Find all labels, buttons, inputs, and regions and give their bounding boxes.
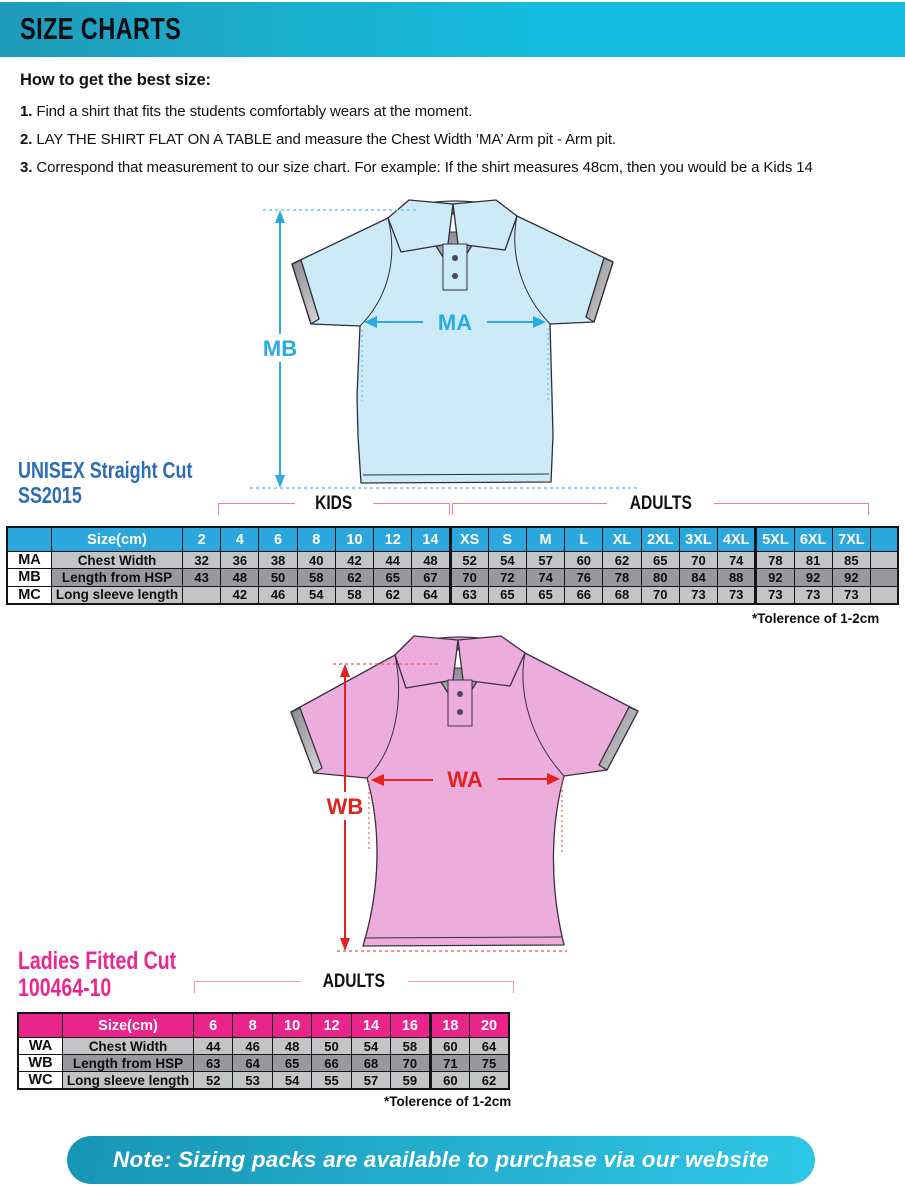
unisex-size-table xyxy=(6,526,899,605)
table-cell: 57 xyxy=(526,552,564,569)
table-cell: 54 xyxy=(351,1038,390,1055)
unisex-shirt-diagram xyxy=(195,196,715,496)
table-cell: 43 xyxy=(183,569,221,586)
instruction-step-2 xyxy=(20,132,890,148)
table-header-row xyxy=(7,527,898,552)
table-cell: 53 xyxy=(233,1072,272,1090)
row-label: Length from HSP xyxy=(52,569,183,586)
row-label: Chest Width xyxy=(52,552,183,569)
table-cell: 42 xyxy=(335,552,373,569)
table-cell: 74 xyxy=(718,552,756,569)
table-cell: 57 xyxy=(351,1072,390,1090)
table-cell xyxy=(183,586,221,604)
step-text: Find a shirt that fits the students comfortably wears at the moment. xyxy=(32,103,473,120)
corner-cell xyxy=(18,1013,63,1038)
table-cell: 75 xyxy=(470,1055,509,1072)
row-code: MA xyxy=(7,552,52,569)
table-cell: 36 xyxy=(221,552,259,569)
footer-note-text: Note: Sizing packs are available to purchase via our website xyxy=(113,1147,769,1172)
column-header: 5XL xyxy=(756,527,794,552)
table-cell: 65 xyxy=(488,586,526,604)
button xyxy=(457,709,463,715)
table-cell: 60 xyxy=(430,1038,469,1055)
column-header: 8 xyxy=(233,1013,272,1038)
table-cell: 63 xyxy=(450,586,488,604)
table-cell: 68 xyxy=(603,586,641,604)
table-header-row xyxy=(18,1013,509,1038)
ladies-size-table xyxy=(17,1012,510,1090)
table-cell: 66 xyxy=(565,586,603,604)
table-cell: 60 xyxy=(430,1072,469,1090)
length-label: MB xyxy=(262,336,298,361)
column-header: L xyxy=(565,527,603,552)
table-cell: 85 xyxy=(832,552,870,569)
ladies-section-title xyxy=(18,948,176,1002)
table-cell: 54 xyxy=(488,552,526,569)
row-code: WB xyxy=(18,1055,63,1072)
table-cell: 65 xyxy=(374,569,412,586)
table-cell: 73 xyxy=(832,586,870,604)
table-cell: 81 xyxy=(794,552,832,569)
size-header-cell: Size(cm) xyxy=(63,1013,194,1038)
column-header: 4XL xyxy=(718,527,756,552)
collar-flap-right xyxy=(453,200,517,250)
table-cell xyxy=(871,569,899,586)
column-header: M xyxy=(526,527,564,552)
column-header: 4 xyxy=(221,527,259,552)
step-number: 3. xyxy=(20,159,33,176)
column-header: 8 xyxy=(297,527,335,552)
table-cell: 32 xyxy=(183,552,221,569)
bracket-line xyxy=(714,503,869,515)
column-header: 12 xyxy=(312,1013,351,1038)
column-header: 10 xyxy=(335,527,373,552)
column-header: 14 xyxy=(351,1013,390,1038)
kids-group-label: KIDS xyxy=(315,493,353,514)
row-code: WA xyxy=(18,1038,63,1055)
table-cell: 38 xyxy=(259,552,297,569)
table-cell: 78 xyxy=(756,552,794,569)
ladies-shirt-diagram xyxy=(195,630,715,965)
table-cell: 62 xyxy=(470,1072,509,1090)
column-header: 12 xyxy=(374,527,412,552)
instructions-heading: How to get the best size: xyxy=(20,71,211,89)
table-cell: 48 xyxy=(412,552,450,569)
table-cell xyxy=(871,586,899,604)
table-cell: 58 xyxy=(335,586,373,604)
table-cell: 46 xyxy=(259,586,297,604)
table-cell: 62 xyxy=(603,552,641,569)
header-bar xyxy=(0,2,905,57)
tolerance-note-ladies: *Tolerence of 1-2cm xyxy=(384,1094,512,1109)
table-cell: 62 xyxy=(374,586,412,604)
column-header: 2XL xyxy=(641,527,679,552)
table-cell: 65 xyxy=(526,586,564,604)
column-header: 20 xyxy=(470,1013,509,1038)
table-cell: 40 xyxy=(297,552,335,569)
table-cell: 70 xyxy=(641,586,679,604)
table-cell: 73 xyxy=(794,586,832,604)
table-cell: 66 xyxy=(312,1055,351,1072)
table-cell: 64 xyxy=(412,586,450,604)
instruction-step-1 xyxy=(20,104,890,120)
column-header: 16 xyxy=(391,1013,430,1038)
footer-note-banner xyxy=(67,1136,815,1184)
table-row xyxy=(7,569,898,586)
adults-group-bracket-ladies xyxy=(194,971,514,993)
column-header: 7XL xyxy=(832,527,870,552)
table-cell: 70 xyxy=(679,552,717,569)
table-cell: 73 xyxy=(679,586,717,604)
ladies-title-line1: Ladies Fitted Cut xyxy=(18,947,177,975)
shirt-body xyxy=(292,200,613,483)
table-row xyxy=(7,552,898,569)
table-cell: 74 xyxy=(526,569,564,586)
button xyxy=(452,255,458,261)
column-header: 6 xyxy=(259,527,297,552)
column-header: 6XL xyxy=(794,527,832,552)
column-header: 3XL xyxy=(679,527,717,552)
table-cell: 68 xyxy=(351,1055,390,1072)
adults-group-bracket xyxy=(452,493,869,515)
table-cell: 42 xyxy=(221,586,259,604)
tolerance-note-unisex: *Tolerence of 1-2cm xyxy=(752,611,880,626)
row-label: Length from HSP xyxy=(63,1055,194,1072)
table-cell: 65 xyxy=(272,1055,311,1072)
kids-group-bracket xyxy=(218,493,450,515)
table-cell: 78 xyxy=(603,569,641,586)
size-table xyxy=(17,1012,510,1090)
table-cell: 52 xyxy=(194,1072,233,1090)
column-header: XS xyxy=(450,527,488,552)
page-title: SIZE CHARTS xyxy=(20,11,182,46)
bracket-line xyxy=(408,981,514,993)
table-cell: 59 xyxy=(391,1072,430,1090)
table-row xyxy=(18,1055,509,1072)
step-number: 1. xyxy=(20,103,33,120)
table-cell: 76 xyxy=(565,569,603,586)
table-cell: 72 xyxy=(488,569,526,586)
size-header-cell: Size(cm) xyxy=(52,527,183,552)
table-cell: 58 xyxy=(391,1038,430,1055)
table-cell: 54 xyxy=(297,586,335,604)
row-label: Chest Width xyxy=(63,1038,194,1055)
bracket-line xyxy=(452,503,607,515)
row-label: Long sleeve length xyxy=(52,586,183,604)
bracket-line xyxy=(194,981,300,993)
table-cell: 92 xyxy=(832,569,870,586)
column-header xyxy=(871,527,899,552)
table-cell: 48 xyxy=(221,569,259,586)
row-code: MC xyxy=(7,586,52,604)
column-header: S xyxy=(488,527,526,552)
button xyxy=(452,273,458,279)
table-cell: 63 xyxy=(194,1055,233,1072)
placket xyxy=(448,680,472,726)
table-cell: 73 xyxy=(718,586,756,604)
unisex-section-title xyxy=(18,458,192,508)
table-cell: 65 xyxy=(641,552,679,569)
ladies-title-line2: 100464-10 xyxy=(18,974,112,1002)
adults-group-label: ADULTS xyxy=(629,493,692,514)
adults-group-label: ADULTS xyxy=(322,971,386,992)
table-cell: 55 xyxy=(312,1072,351,1090)
chest-width-label: MA xyxy=(437,310,473,335)
instructions-block xyxy=(20,71,890,188)
bracket-line xyxy=(373,503,450,515)
table-cell: 80 xyxy=(641,569,679,586)
bracket-line xyxy=(218,503,295,515)
table-cell: 71 xyxy=(430,1055,469,1072)
step-text: LAY THE SHIRT FLAT ON A TABLE and measure the Chest Width ’MA’ Arm pit - Arm pit. xyxy=(32,131,616,148)
instruction-step-3 xyxy=(20,160,890,176)
row-code: MB xyxy=(7,569,52,586)
column-header: 18 xyxy=(430,1013,469,1038)
row-label: Long sleeve length xyxy=(63,1072,194,1090)
placket xyxy=(443,244,467,290)
table-cell: 92 xyxy=(756,569,794,586)
table-cell: 50 xyxy=(259,569,297,586)
unisex-title-line2: SS2015 xyxy=(18,482,82,508)
table-cell: 88 xyxy=(718,569,756,586)
step-text: Correspond that measurement to our size chart. For example: If the shirt measures 48cm, then you would be a Kids 14 xyxy=(32,159,813,176)
table-row xyxy=(7,586,898,604)
table-cell: 64 xyxy=(470,1038,509,1055)
table-cell: 92 xyxy=(794,569,832,586)
size-table xyxy=(6,526,899,605)
button xyxy=(457,691,463,697)
table-cell: 44 xyxy=(194,1038,233,1055)
table-cell: 73 xyxy=(756,586,794,604)
table-cell: 67 xyxy=(412,569,450,586)
chest-width-label: WA xyxy=(447,767,483,792)
table-cell xyxy=(871,552,899,569)
table-cell: 50 xyxy=(312,1038,351,1055)
step-number: 2. xyxy=(20,131,33,148)
table-cell: 84 xyxy=(679,569,717,586)
corner-cell xyxy=(7,527,52,552)
table-cell: 70 xyxy=(450,569,488,586)
table-cell: 48 xyxy=(272,1038,311,1055)
table-cell: 46 xyxy=(233,1038,272,1055)
row-code: WC xyxy=(18,1072,63,1090)
length-label: WB xyxy=(326,794,364,819)
column-header: XL xyxy=(603,527,641,552)
table-cell: 64 xyxy=(233,1055,272,1072)
column-header: 14 xyxy=(412,527,450,552)
table-cell: 54 xyxy=(272,1072,311,1090)
column-header: 2 xyxy=(183,527,221,552)
column-header: 6 xyxy=(194,1013,233,1038)
table-row xyxy=(18,1038,509,1055)
table-cell: 60 xyxy=(565,552,603,569)
table-cell: 62 xyxy=(335,569,373,586)
column-header: 10 xyxy=(272,1013,311,1038)
table-cell: 44 xyxy=(374,552,412,569)
table-cell: 52 xyxy=(450,552,488,569)
table-row xyxy=(18,1072,509,1090)
table-cell: 70 xyxy=(391,1055,430,1072)
unisex-title-line1: UNISEX Straight Cut xyxy=(18,457,193,483)
table-cell: 58 xyxy=(297,569,335,586)
